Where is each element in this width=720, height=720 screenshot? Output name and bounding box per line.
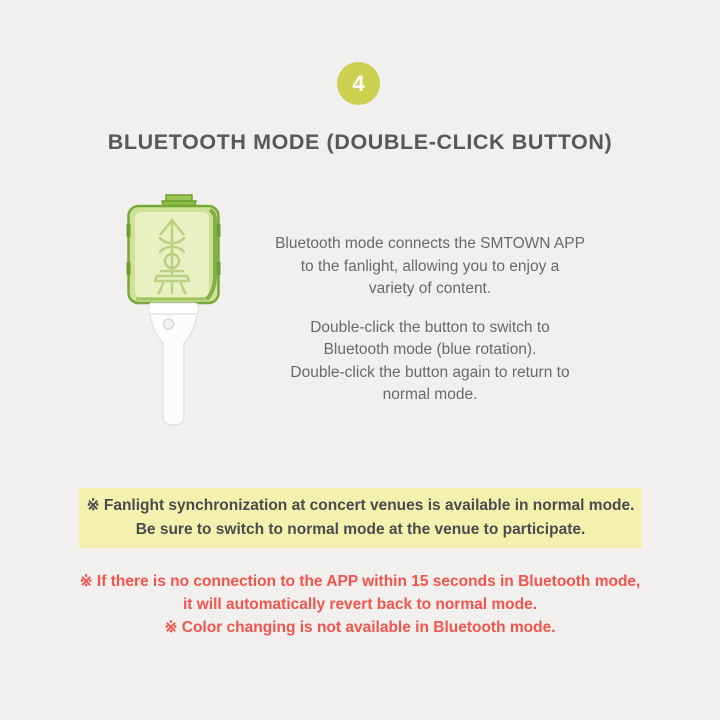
- fanlight-handle: [149, 303, 198, 425]
- description-line: Bluetooth mode connects the SMTOWN APP: [275, 235, 585, 252]
- description-line: variety of content.: [368, 280, 492, 297]
- note-box: [79, 488, 642, 548]
- description-text: [250, 233, 610, 407]
- description-paragraph-1: [250, 233, 610, 301]
- note-line-1: ※ Fanlight synchronization at concert venues is available in normal mode.: [86, 497, 635, 514]
- warning-line-3: ※ Color changing is not available in Bluetooth mode.: [164, 619, 556, 636]
- fanlight-illustration: [126, 192, 221, 432]
- warning-line-2: it will automatically revert back to normal mode.: [182, 596, 538, 613]
- page-title: BLUETOOTH MODE (DOUBLE-CLICK BUTTON): [107, 130, 613, 154]
- warning-text: [0, 570, 720, 639]
- description-line: to the fanlight, allowing you to enjoy a: [300, 257, 560, 275]
- fanlight-button: [164, 319, 174, 329]
- description-line: Bluetooth mode (blue rotation).: [323, 341, 537, 358]
- description-paragraph-2: [250, 317, 610, 407]
- description-line: normal mode.: [382, 386, 478, 403]
- description-line: Double-click the button to switch to: [310, 318, 550, 336]
- note-line-2: Be sure to switch to normal mode at the venue to participate.: [135, 521, 586, 538]
- warning-line-1: ※ If there is no connection to the APP within 15 seconds in Bluetooth mode,: [79, 573, 641, 590]
- description-line: Double-click the button again to return to: [290, 363, 570, 381]
- step-number-badge: 4: [337, 62, 380, 105]
